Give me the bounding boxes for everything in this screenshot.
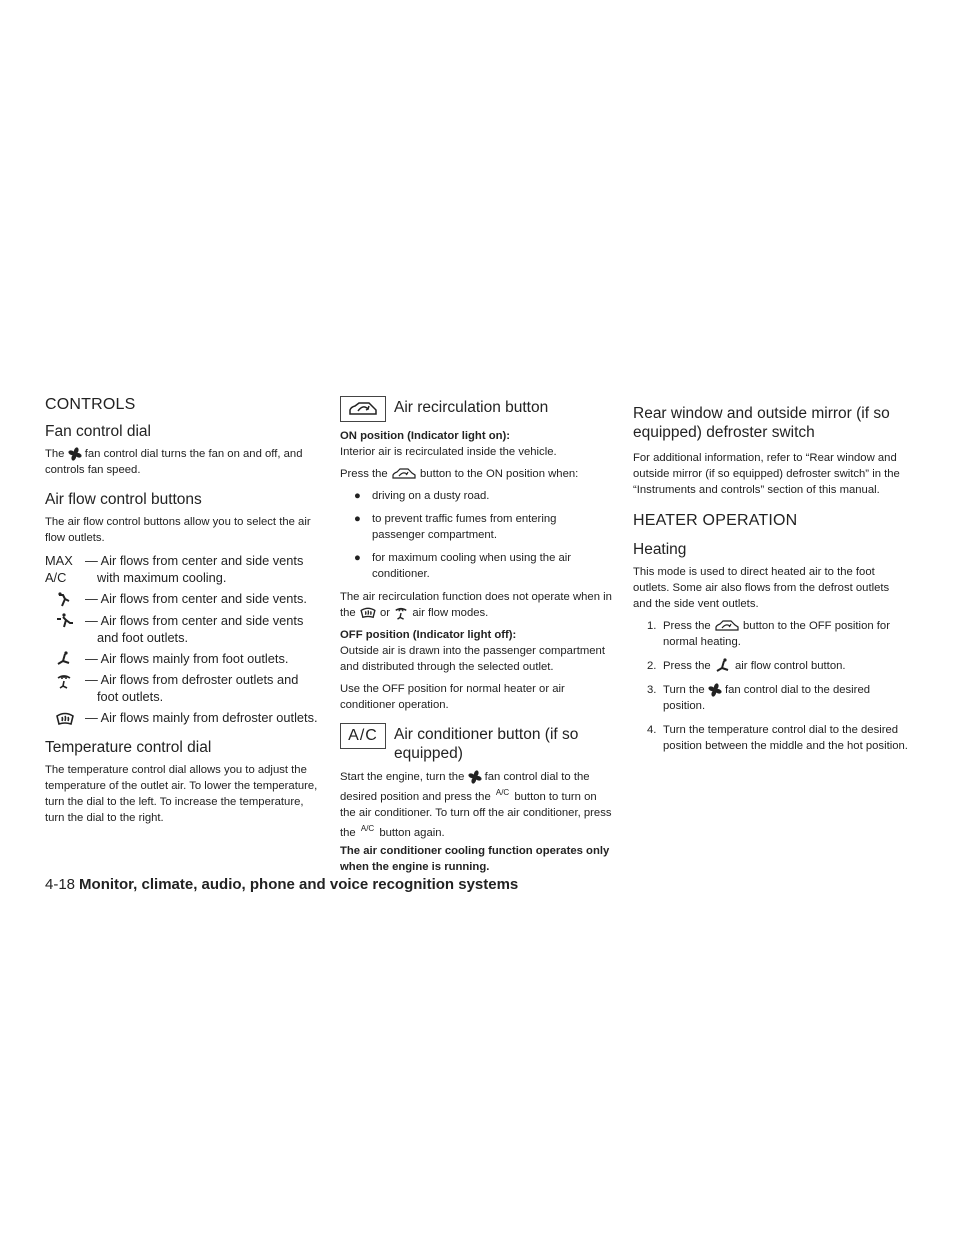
column-3 (633, 396, 908, 762)
list-item: — Air flows mainly from defroster outlets. (45, 709, 320, 726)
recirculation-icon (391, 468, 417, 480)
ac-button-icon: A/C (340, 723, 386, 749)
defrost-foot-icon (393, 606, 409, 620)
column-2 (340, 396, 612, 881)
ac-heading: Air conditioner button (if so equipped) (394, 726, 579, 762)
defrost-foot-icon (55, 673, 73, 689)
rear-defroster-text: For additional information, refer to “Rear window and outside mirror (if so equipped) defroster switch” in the “Instruments and controls” section of this manual. (633, 452, 900, 496)
vent-face-foot-icon (55, 613, 75, 629)
list-item: ● to prevent traffic fumes from entering passenger compartment. (354, 513, 557, 541)
list-item: — Air flows from defroster outlets and foot outlets. (45, 671, 320, 705)
temperature-heading: Temperature control dial (45, 739, 212, 757)
list-item: 1. Press the button to the OFF position for normal heating. (647, 620, 890, 648)
recirculation-icon (714, 620, 740, 632)
column-1 (45, 396, 320, 832)
list-item: — Air flows mainly from foot outlets. (45, 650, 320, 668)
section-title: Monitor, climate, audio, phone and voice recognition systems (79, 876, 519, 893)
airflow-intro: The air flow control buttons allow you to select the air flow outlets. (45, 516, 311, 544)
airflow-list (45, 552, 320, 726)
page-number: 4-18 (45, 876, 76, 893)
vent-foot-icon (55, 651, 73, 667)
list-item: ● for maximum cooling when using the air conditioner. (354, 552, 572, 580)
on-position-heading: ON position (Indicator light on): (340, 430, 511, 442)
recirculation-button-icon (340, 396, 386, 422)
defrost-icon (359, 607, 377, 619)
list-item: 3. Turn the fan control dial to the desired position. (647, 684, 871, 713)
off-position-text: Outside air is drawn into the passenger compartment and distributed through the selected outlet. (340, 645, 605, 673)
recirc-heading: Air recirculation button (394, 399, 549, 416)
off-position-heading: OFF position (Indicator light off): (340, 629, 517, 641)
ac-heading-row (340, 723, 612, 763)
list-item: ● driving on a dusty road. (354, 490, 490, 502)
heating-text: This mode is used to direct heated air to the foot outlets. Some air also flows from the defrost outlets and the side vent outlets. (633, 566, 890, 610)
recirc-heading-row (340, 396, 612, 422)
fan-control-heading: Fan control dial (45, 423, 151, 440)
fan-icon (708, 683, 722, 697)
fan-icon (468, 770, 482, 784)
heater-operation-heading: HEATER OPERATION (633, 512, 798, 529)
ac-inline-icon: A/C (495, 788, 510, 797)
rear-defroster-heading: Rear window and outside mirror (if so equipped) defroster switch (633, 405, 890, 441)
press-recirc-text: Press the button to the ON position when: (340, 468, 579, 480)
on-position-text: Interior air is recirculated inside the vehicle. (340, 446, 557, 458)
ac-text: Start the engine, turn the fan control dial to the desired position and press the $^{A/C}$ button to turn on the air conditioner. To turn off the air conditioner, press the $^{A/C}$ button again. (340, 771, 612, 839)
list-item: 2. Press the air flow control button. (647, 658, 908, 674)
not-operate-text: The air recirculation function does not operate when in the or air flow modes. (340, 591, 612, 619)
list-item: 4. Turn the temperature control dial to the desired position between the middle and the hot position. (647, 724, 908, 753)
page-footer (45, 876, 518, 893)
list-item: — Air flows from center and side vents and foot outlets. (45, 612, 320, 646)
airflow-heading: Air flow control buttons (45, 491, 202, 508)
list-item: — Air flows from center and side vents. (45, 590, 320, 608)
ac-inline-icon: A/C (360, 823, 375, 833)
heating-heading: Heating (633, 541, 687, 558)
vent-face-icon (55, 592, 73, 608)
controls-heading: CONTROLS (45, 396, 136, 413)
list-item: MAX A/C — Air flows from center and side vents with maximum cooling. (45, 553, 304, 585)
defrost-icon (55, 712, 75, 726)
ac-warning-text: The air conditioner cooling function operates only when the engine is running. (340, 844, 610, 873)
temperature-text: The temperature control dial allows you to adjust the temperature of the outlet air. To lower the temperature, turn the dial to the left. To increase the temperature, turn the dial to the right. (45, 764, 318, 825)
use-off-text: Use the OFF position for normal heater or air conditioner operation. (340, 683, 565, 711)
fan-control-text: The fan control dial turns the fan on and off, and controls fan speed. (45, 448, 303, 476)
vent-foot-icon (714, 658, 732, 674)
fan-icon (68, 447, 82, 461)
